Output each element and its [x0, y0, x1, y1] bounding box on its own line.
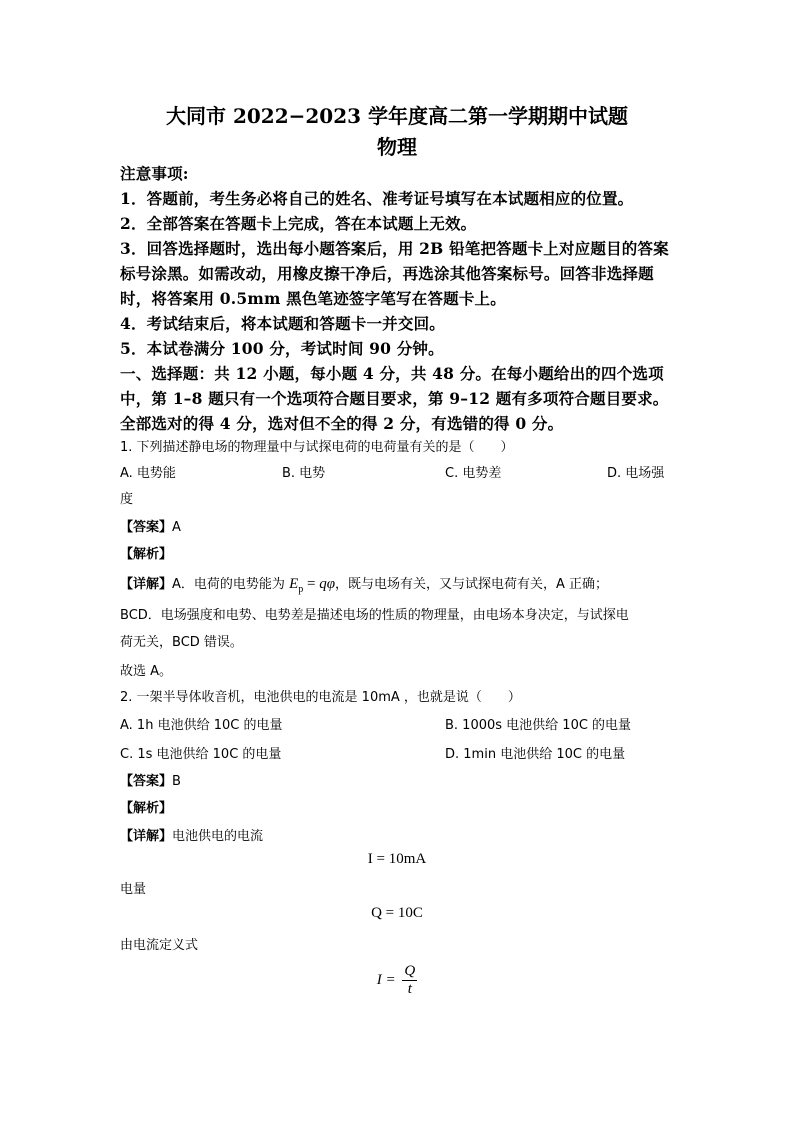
- q2-option-d: D. 1min 电池供给 10C 的电量: [445, 747, 626, 762]
- answer-tag: 【答案】: [120, 774, 173, 789]
- detail-tag: 【详解】: [120, 829, 173, 844]
- question-2-stem: 2. 一架半导体收音机，电池供电的电流是 10mA ，也就是说（ ）: [120, 690, 521, 705]
- subject-title: 物理: [377, 135, 417, 159]
- notes-heading: 注意事项:: [120, 164, 189, 183]
- q2-option-a: A. 1h 电池供给 10C 的电量: [120, 718, 283, 733]
- q1-option-d-wrap: 度: [120, 492, 134, 507]
- q2-option-b: B. 1000s 电池供给 10C 的电量: [445, 718, 632, 733]
- section-instructions: 全部选对的得 4 分，选对但不全的得 2 分，有选错的得 0 分。: [120, 414, 564, 433]
- q1-option-c: C. 电势差: [445, 466, 502, 481]
- q1-analysis-tag: 【解析】: [120, 547, 173, 562]
- page-title: 大同市 2022−2023 学年度高二第一学期期中试题: [165, 104, 628, 128]
- q1-conclusion: 故选 A。: [120, 664, 173, 679]
- section-instructions: 中，第 1–8 题只有一个选项符合题目要求，第 9–12 题有多项符合题目要求。: [120, 389, 669, 408]
- q2-detail-line-1: [120, 825, 263, 844]
- q2-analysis-tag: 【解析】: [120, 801, 173, 816]
- note-item: 2．全部答案在答题卡上完成，答在本试题上无效。: [120, 214, 477, 233]
- fraction-numerator: Q: [404, 963, 416, 979]
- potential-energy-formula: $E_p = q\varphi$: [289, 576, 336, 595]
- answer-tag: 【答案】: [120, 520, 173, 535]
- q2-answer-line: [120, 770, 181, 789]
- note-item: 时，将答案用 0.5mm 黑色笔迹签字笔写在答题卡上。: [120, 289, 506, 308]
- equation-current-definition: [0, 963, 794, 998]
- q2-label-definition: 由电流定义式: [120, 938, 199, 953]
- note-item: 1．答题前，考生务必将自己的姓名、准考证号填写在本试题相应的位置。: [120, 189, 634, 208]
- q1-answer-value: A: [172, 520, 181, 535]
- q2-option-c: C. 1s 电池供给 10C 的电量: [120, 747, 282, 762]
- note-item: 标号涂黑。如需改动，用橡皮擦干净后，再选涂其他答案标号。回答非选择题: [120, 264, 654, 283]
- q1-answer-line: [120, 516, 181, 535]
- section-instructions: 一、选择题：共 12 小题，每小题 4 分，共 48 分。在每小题给出的四个选项: [120, 364, 664, 383]
- question-1-stem: 1. 下列描述静电场的物理量中与试探电荷的电荷量有关的是（ ）: [120, 440, 514, 455]
- q2-answer-value: B: [172, 774, 181, 789]
- q2-detail-text: 电池供电的电流: [172, 829, 264, 844]
- q1-option-b: B. 电势: [282, 466, 326, 481]
- q1-option-a: A. 电势能: [120, 466, 176, 481]
- q1-detail-line-2: BCD．电场强度和电势、电势差是描述电场的性质的物理量，由电场本身决定，与试探电: [120, 608, 629, 623]
- note-item: 5．本试卷满分 100 分，考试时间 90 分钟。: [120, 339, 444, 358]
- q1-detail-text: ，既与电场有关，又与试探电荷有关，A 正确；: [335, 577, 609, 592]
- q1-option-d: D. 电场强: [607, 466, 665, 481]
- fraction-denominator: t: [407, 981, 412, 997]
- note-item: 3．回答选择题时，选出每小题答案后，用 2B 铅笔把答题卡上对应题目的答案: [120, 239, 669, 258]
- equation-current: I = 10mA: [367, 851, 427, 867]
- fraction: [402, 963, 417, 998]
- q1-detail-line-3: 荷无关，BCD 错误。: [120, 635, 243, 650]
- q1-detail-text: A．电荷的电势能为: [172, 577, 285, 592]
- q1-detail-line-1: [120, 573, 608, 595]
- q2-label-charge: 电量: [120, 882, 147, 897]
- equation-charge: Q = 10C: [371, 905, 423, 921]
- detail-tag: 【详解】: [120, 577, 173, 592]
- eq3-lhs: I =: [376, 971, 396, 988]
- note-item: 4．考试结束后，将本试题和答题卡一并交回。: [120, 314, 445, 333]
